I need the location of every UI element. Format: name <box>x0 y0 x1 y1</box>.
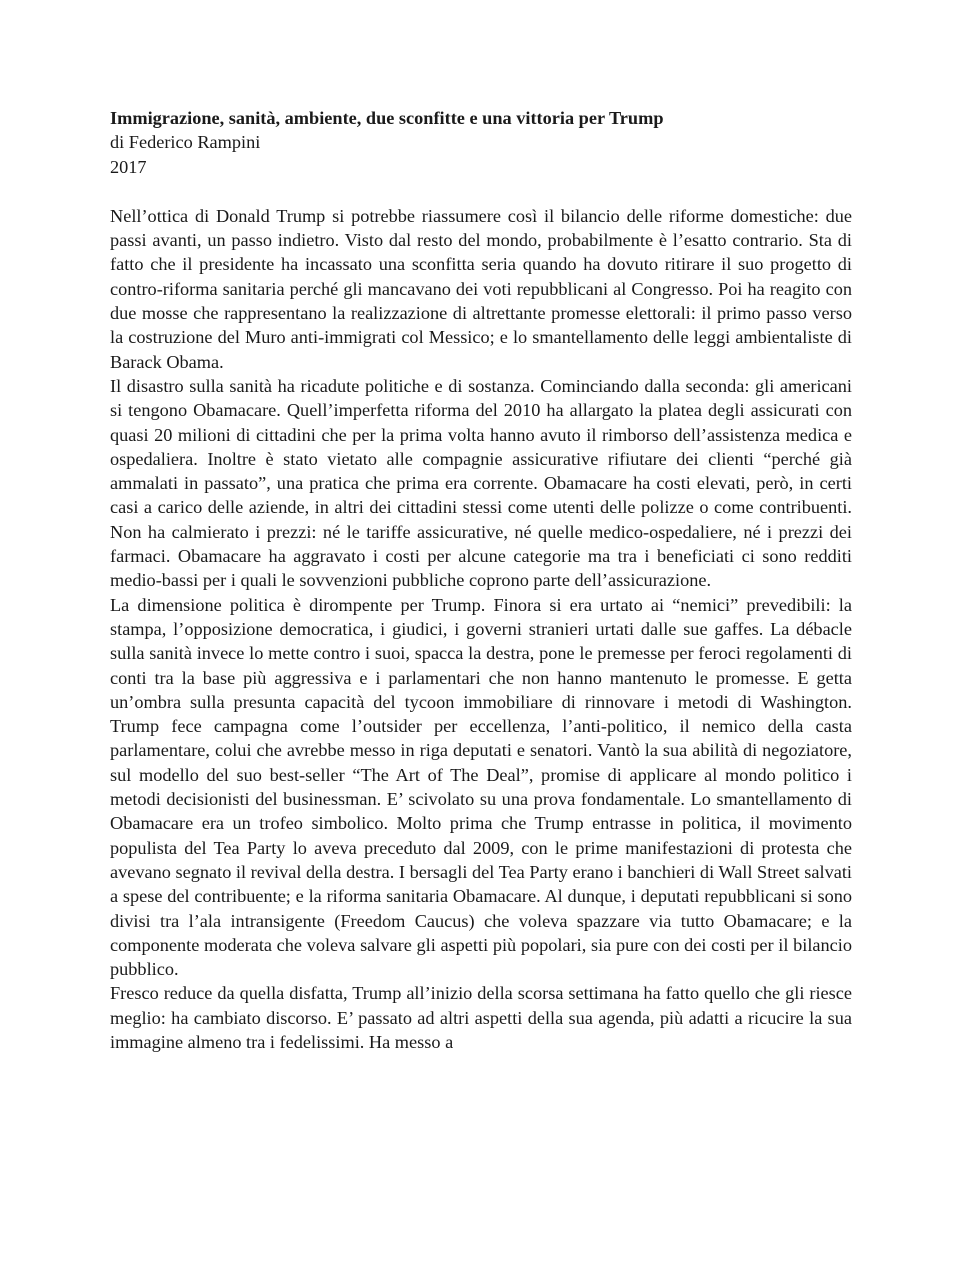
article-title: Immigrazione, sanità, ambiente, due sconfitte e una vittoria per Trump <box>110 108 664 128</box>
paragraph-3: La dimensione politica è dirompente per Trump. Finora si era urtato ai “nemici” prevedibili: la stampa, l’opposizione democratica, i giudici, i governi stranieri urtati dalle sue gaffes. La débacle sulla sanità invece lo mette contro i suoi, spacca la destra, pone le premesse per feroci regolamenti di conti tra la base più aggressiva e i parlamentari che non hanno mantenuto le promesse. E getta un’ombra sulla presunta capacità del tycoon immobiliare di rinnovare i metodi di Washington. Trump fece campagna come l’outsider per eccellenza, l’anti-politico, il nemico della casta parlamentare, colui che avrebbe messo in riga deputati e senatori. Vantò la sua abilità di negoziatore, sul modello del suo best-seller “The Art of The Deal”, promise di applicare al mondo politico i metodi decisionisti del businessman. E’ scivolato su una prova fondamentale. Lo smantellamento di Obamacare era un trofeo simbolico. Molto prima che Trump entrasse in politica, il movimento populista del Tea Party lo aveva preceduto dal 2009, con le prime manifestazioni di protesta che avevano segnato il revival della destra. I bersagli del Tea Party erano i banchieri di Wall Street salvati a spese del contribuente; e la riforma sanitaria Obamacare. Al dunque, i deputati repubblicani si sono divisi tra l’ala intransigente (Freedom Caucus) che voleva spazzare via tutto Obamacare; e la componente moderata che voleva salvare gli aspetti più popolari, sia pure con dei costi per il bilancio pubblico. <box>110 594 852 980</box>
document-page <box>110 106 852 1054</box>
document-header <box>110 106 852 179</box>
article-year: 2017 <box>110 156 147 177</box>
paragraph-4: Fresco reduce da quella disfatta, Trump all’inizio della scorsa settimana ha fatto quello che gli riesce meglio: ha cambiato discorso. E’ passato ad altri aspetti della sua agenda, più adatti a ricucire la sua immagine almeno tra i fedelissimi. Ha messo a <box>110 983 852 1052</box>
paragraph-2: Il disastro sulla sanità ha ricadute politiche e di sostanza. Cominciando dalla seconda: gli americani si tengono Obamacare. Quell’imperfetta riforma del 2010 ha allargato la platea degli assicurati con quasi 20 milioni di cittadini che per la prima volta hanno avuto il rimborso dell’assistenza medica e ospedaliera. Inoltre è stato vietato alle compagnie assicurative rifiutare dei clienti “perché già ammalati in passato”, una pratica che prima era corrente. Obamacare ha costi elevati, però, in certi casi a carico delle aziende, in altri dei cittadini stessi come utenti delle polizze o come contribuenti. Non ha calmierato i prezzi: né le tariffe assicurative, né quelle medico-ospedaliere, né i prezzi dei farmaci. Obamacare ha aggravato i costi per alcune categorie ma tra i beneficiati ci sono redditi medio-bassi per i quali le sovvenzioni pubbliche coprono parte dell’assicurazione. <box>110 375 852 591</box>
article-byline: di Federico Rampini <box>110 132 261 153</box>
article-body <box>110 204 852 1054</box>
paragraph-1: Nell’ottica di Donald Trump si potrebbe riassumere così il bilancio delle riforme domestiche: due passi avanti, un passo indietro. Visto dal resto del mondo, probabilmente è l’esatto contrario. Sta di fatto che il presidente ha incassato una sconfitta seria quando ha dovuto ritirare il suo progetto di contro-riforma sanitaria perché gli mancavano dei voti repubblicani al Congresso. Poi ha reagito con due mosse che rappresentano la realizzazione di altrettante promesse elettorali: il primo passo verso la costruzione del Muro anti-immigrati col Messico; e lo smantellamento delle leggi ambientaliste di Barack Obama. <box>110 205 852 372</box>
